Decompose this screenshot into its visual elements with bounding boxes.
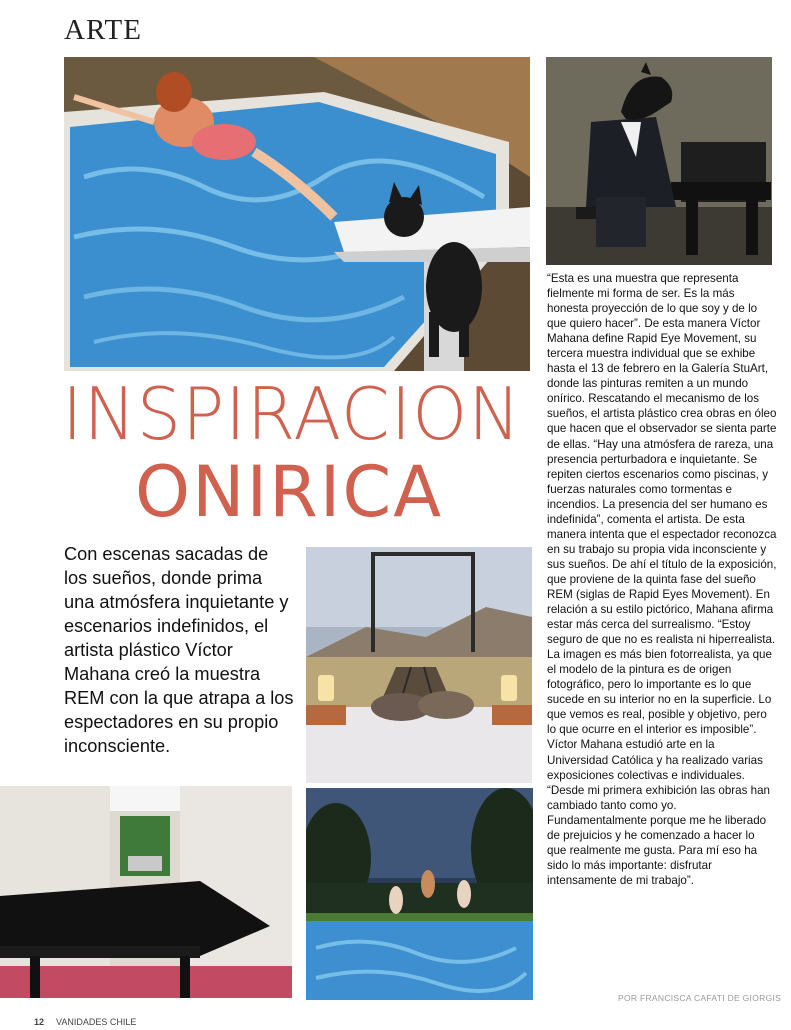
page-number: 12 xyxy=(34,1017,45,1027)
painting-night-pool xyxy=(306,788,533,1000)
painting-piano-corridor xyxy=(0,786,292,998)
painting-horse-pianist xyxy=(546,57,772,265)
headline-line-1: INSPIRACION xyxy=(62,372,522,456)
painting-bed-railway xyxy=(306,547,532,783)
section-label: ARTE xyxy=(64,14,142,46)
page-footer xyxy=(34,1017,136,1027)
lead-paragraph: Con escenas sacadas de los sueños, donde prima una atmósfera inquietante y escenarios indefinidos, el artista plástico Víctor Mahana creó la muestra REM con la que atrapa a los espectadores en su propio inconsciente. xyxy=(64,544,294,756)
magazine-name: VANIDADES CHILE xyxy=(56,1017,137,1027)
author-byline: POR FRANCISCA CAFATI DE GIORGIS xyxy=(618,993,782,1003)
painting-pool-diver xyxy=(64,57,530,371)
article-body: “Esta es una muestra que representa fielmente mi forma de ser. Es la más honesta proyección de lo que soy y de lo que quiero hacer”. De esta manera Víctor Mahana define Rapid Eye Movement, su tercera muestra individual que se exhibe hasta el 13 de febrero en la Galería StuArt, donde las pinturas remiten a un mundo onírico. Rescatando el mecanismo de los sueños, el artista plástico crea obras en óleo que hacen que el observador se sienta parte de ellas. “Hay una atmósfera de rareza, una presencia perturbadora e inquietante. Se repiten ciertos escenarios como piscinas, y fuerzas naturales como tormentas e incendios. La presencia del ser humano es indefinida”, comenta el artista. De esta manera intenta que el espectador reconozca en su trabajo su propia vida inconsciente y sus sueños. De ahí el título de la exposición, que proviene de la quinta fase del sueño REM (siglas de Rapid Eyes Movement). En relación a su estilo pictórico, Mahana afirma estar más cerca del surrealismo. “Estoy seguro de que no es realista ni hiperrealista. La imagen es más bien fotorrealista, ya que el modelo de la pintura es de origen fotográfico, pero lo importante es lo que sucede en su interior no en la superficie. Lo que vemos es real, posible y objetivo, pero lo que ocurre en el interior es imposible”. Víctor Mahana estudió arte en la Universidad Católica y ha realizado varias exposiciones colectivas e individuales. “Desde mi primera exhibición las obras han cambiado tanto como yo. Fundamentalmente porque me he liberado de prejuicios y he comenzado a hacer lo que realmente me gusta. Para mí eso ha sido lo más importante: disfrutar intensamente de mi trabajo”. xyxy=(547,272,777,887)
headline-line-2: ONIRICA xyxy=(135,451,444,533)
